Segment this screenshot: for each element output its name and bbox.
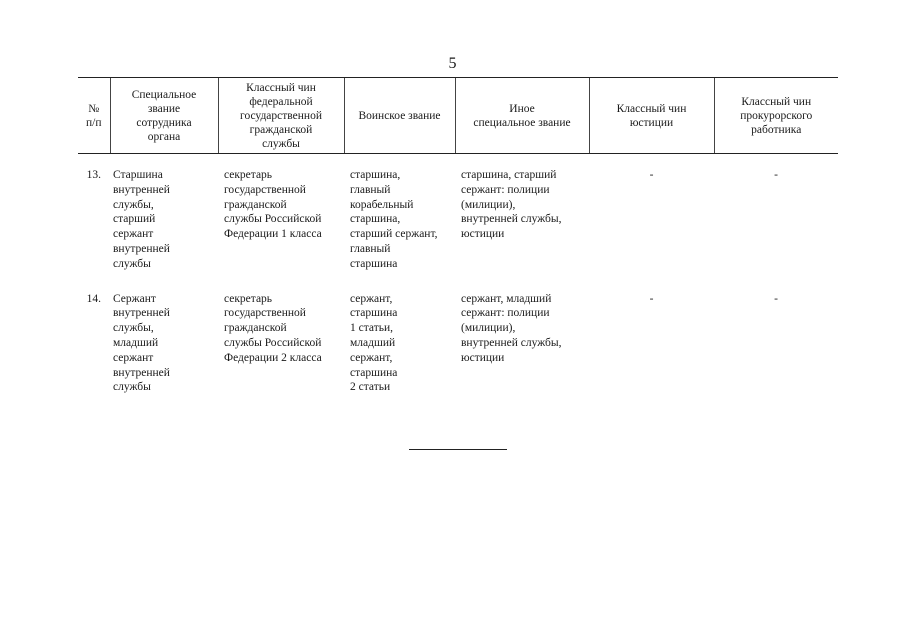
header-row-number: № п/п [78, 78, 110, 154]
header-prosecutor-rank: Классный чин прокурорского работника [714, 78, 838, 154]
table-row [78, 168, 838, 272]
civil-service-rank-cell: секретарь государственной гражданской службы Российской Федерации 2 класса [224, 292, 322, 364]
military-rank-cell: старшина, главный корабельный старшина, старший сержант, главный старшина [350, 169, 438, 270]
row-number: 13. [86, 169, 101, 181]
justice-rank-cell: - [649, 169, 654, 181]
header-military-rank: Воинское звание [344, 78, 455, 154]
staff-rank-cell: Сержант внутренней службы, младший сержант внутренней службы [113, 292, 170, 394]
other-special-rank-cell: старшина, старший сержант: полиции (милиции), внутренней службы, юстиции [461, 169, 562, 241]
table-header-row [78, 78, 838, 154]
civil-service-rank-cell: секретарь государственной гражданской службы Российской Федерации 1 класса [224, 169, 322, 241]
staff-rank-cell: Старшина внутренней службы, старший сержант внутренней службы [113, 169, 170, 270]
table-row [78, 292, 838, 396]
prosecutor-rank-cell: - [774, 169, 778, 181]
page-number: 5 [448, 55, 457, 72]
header-staff-rank: Специальное звание сотрудника органа [110, 78, 218, 154]
rank-equivalence-table [78, 77, 838, 395]
header-civil-service-rank: Классный чин федеральной государственной гражданской службы [218, 78, 344, 154]
header-justice-rank: Классный чин юстиции [589, 78, 714, 154]
other-special-rank-cell: сержант, младший сержант: полиции (милиции), внутренней службы, юстиции [461, 292, 562, 364]
prosecutor-rank-cell: - [774, 292, 778, 305]
military-rank-cell: сержант, старшина 1 статьи, младший сержант, старшина 2 статьи [350, 292, 398, 394]
row-number: 14. [86, 292, 101, 305]
header-other-special-rank: Иное специальное звание [455, 78, 589, 154]
end-of-document-rule [409, 449, 507, 450]
justice-rank-cell: - [649, 292, 654, 305]
